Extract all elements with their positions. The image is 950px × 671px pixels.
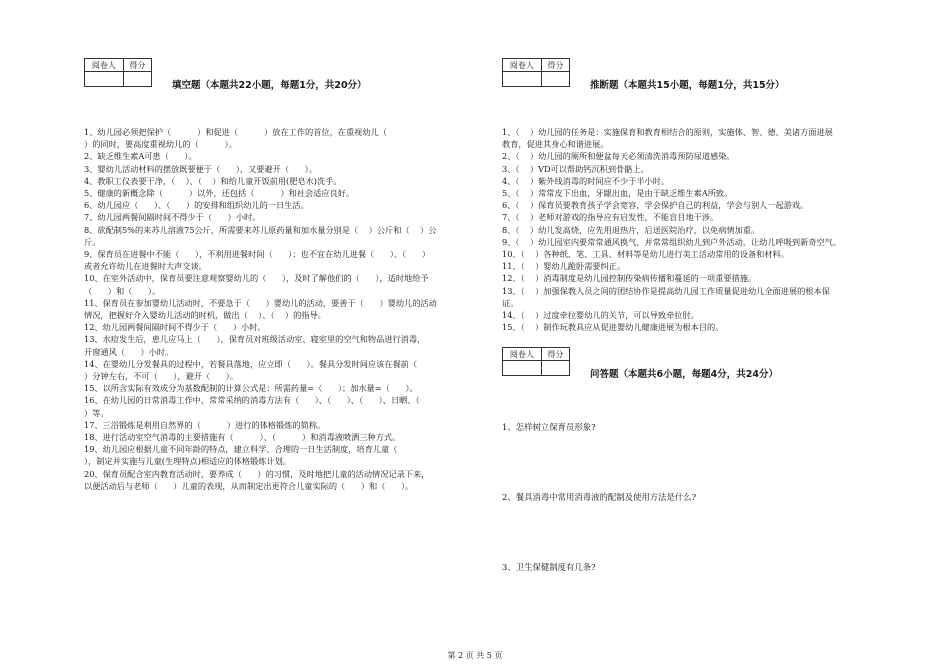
question-line: 13、（ ）加强保教人员之间的团结协作是提高幼儿园工作质量促进幼儿全面进展的根本保 bbox=[502, 285, 830, 296]
question-line: 12、（ ）消毒制度是幼儿园控制传染病传播和蔓延的一项重要措施。 bbox=[502, 273, 757, 284]
question-line: 斤。 bbox=[84, 236, 101, 247]
score-box-score-cell bbox=[541, 72, 569, 87]
score-box-grader-cell bbox=[503, 72, 542, 87]
question-line: 9、保育员在进餐中不能（ ），不利用进餐时间（ ）；也不宜在幼儿进餐（ ）、（ ） bbox=[84, 249, 431, 260]
fill-blank-section bbox=[84, 58, 484, 492]
score-box bbox=[502, 347, 570, 376]
question-line: 14、在婴幼儿分发餐具的过程中，若餐具落地，应立即（ ）。餐具分发时间应该在餐前（ bbox=[84, 358, 418, 369]
question-line: 1、（ ）幼儿园的任务是：实施保育和教育相结合的原则，实施体、智、德、美诸方面进展 bbox=[502, 127, 833, 137]
fill-blank-header bbox=[84, 58, 484, 92]
fill-blank-items bbox=[84, 126, 484, 492]
judgment-items bbox=[502, 126, 902, 333]
question-line: ），制定并实施与儿童(生理特点)相适应的体格锻炼计划。 bbox=[84, 456, 291, 467]
question-line: 10、在室外活动中，保育员要注意观察婴幼儿的（ ），及时了解他们的（ ），适时地给予 bbox=[84, 273, 429, 284]
score-box-grader-cell bbox=[85, 72, 124, 87]
score-box-grader-label: 阅卷人 bbox=[503, 59, 542, 72]
question-line: 10、（ ）各种纸、笔、工具、材料等是幼儿进行美工活动常用的设备和材料。 bbox=[502, 249, 789, 260]
question-line: 13、水痘发生后，患儿应马上（ ），保育员对班级活动室、寝室里的空气和物品进行消毒， bbox=[84, 334, 426, 345]
question-line: 或者允许幼儿在进餐时大声交谈。 bbox=[84, 261, 207, 272]
score-box-grader-cell bbox=[503, 361, 542, 376]
question-line: 4、（ ）紫外线消毒的时间应不少于半小时。 bbox=[502, 175, 670, 186]
question-line: 17、三浴锻炼是利用自然界的（ ）进行的体格锻炼的简称。 bbox=[84, 419, 326, 430]
question-line: 15、以所含实际有效成分为基数配制的计算公式是：所需药量=（ ）；加水量=（ ）。 bbox=[84, 383, 418, 394]
judgment-header bbox=[502, 58, 902, 92]
question-line: 18、进行活动室空气消毒的主要措施有（ ）、（ ）和消毒液喷洒三种方式。 bbox=[84, 432, 401, 443]
score-box bbox=[502, 58, 570, 87]
question-line: 16、在幼儿园的日常消毒工作中，常常采纳的消毒方法有（ ）、（ ）、（ ）、日晒、（ bbox=[84, 395, 420, 406]
judgment-title: 推断题（本题共15小题，每题1分，共15分） bbox=[590, 80, 785, 91]
question-line: 8、欲配制5%的来苏儿溶液75公斤，所需要来苏儿原药量和加水量分别是（ ）公斤和（ ）公 bbox=[84, 224, 437, 235]
qa-question: 1、怎样树立保育员形象? bbox=[502, 422, 596, 433]
question-line: 1、幼儿园必须把保护（ ）和促进（ ）放在工作的首位，在重视幼儿（ bbox=[84, 127, 387, 137]
qa-title: 问答题（本题共6小题，每题4分，共24分） bbox=[590, 369, 778, 381]
score-box-score-cell bbox=[541, 361, 569, 376]
qa-header bbox=[502, 347, 902, 381]
question-line: 6、幼儿园应（ ）、（ ）的安排和组织幼儿的一日生活。 bbox=[84, 200, 309, 211]
question-line: 12、幼儿园两餐间隔时间不得少于（ ）小时。 bbox=[84, 322, 266, 333]
question-line: 14、（ ）过度牵拉婴幼儿的关节，可以导致牵拉肘。 bbox=[502, 310, 699, 321]
question-line: 情况，把握好介入婴幼儿活动的时机，做出（ ）、（ ）的指导。 bbox=[84, 310, 326, 321]
score-box-score-cell bbox=[123, 72, 151, 87]
score-box-score-label: 得分 bbox=[123, 59, 151, 72]
qa-question: 2、餐具消毒中常用消毒液的配制及使用方法是什么? bbox=[502, 492, 697, 503]
score-box-score-label: 得分 bbox=[541, 348, 569, 361]
qa-question: 3、卫生保健制度有几条? bbox=[502, 562, 596, 573]
question-line: 9、（ ）幼儿园室内要常常通风换气，并常常组织幼儿到户外活动，让幼儿呼吸到新奇空气。 bbox=[502, 236, 842, 247]
question-line: 5、健康的新概念除（ ）以外，还包括（ ）和社会适应良好。 bbox=[84, 188, 355, 199]
question-line: 3、（ ）VD可以帮助钙沉积到骨骼上。 bbox=[502, 163, 649, 174]
qa-items bbox=[502, 421, 902, 573]
question-line: 教育，促进其身心和谐进展。 bbox=[502, 139, 609, 150]
question-line: ）等。 bbox=[84, 407, 109, 418]
score-box bbox=[84, 58, 152, 87]
page-number: 第 2 页 共 5 页 bbox=[447, 651, 503, 660]
score-box-grader-label: 阅卷人 bbox=[503, 348, 542, 361]
question-line: （ ）和（ ）。 bbox=[84, 285, 161, 296]
question-line: 7、（ ）老师对游戏的指导应有启发性，不能盲目地干涉。 bbox=[502, 212, 719, 223]
question-line: 证。 bbox=[502, 297, 519, 308]
score-box-score-label: 得分 bbox=[541, 59, 569, 72]
question-line: 11、保育员在参加婴幼儿活动时，不要急于（ ）婴幼儿的活动，要善于（ ）婴幼儿的活动 bbox=[84, 297, 437, 308]
question-line: 以便活动后与老师（ ）儿童的表现，从而制定出更符合儿童实际的（ ）和（ ）。 bbox=[84, 480, 414, 491]
question-line: 20、保育员配合室内教育活动时，要养成（ ）的习惯，及时地把儿童的活动情况记录下来， bbox=[84, 468, 430, 479]
question-line: 3、婴幼儿活动材料的摆放既要便于（ ），又要避开（ ）。 bbox=[84, 163, 317, 174]
question-line: 7、幼儿园两餐间隔时间不得少于（ ）小时。 bbox=[84, 212, 261, 223]
question-line: 6、（ ）保育员要教育孩子学会宽容，学会保护自己的利益，学会与别人一起游戏。 bbox=[502, 200, 809, 211]
question-line: 15、（ ）制作玩教具应从促进婴幼儿健康进展为根本目的。 bbox=[502, 322, 724, 333]
fill-blank-title: 填空题（本题共22小题，每题1分，共20分） bbox=[172, 80, 367, 91]
question-line: 开窗通风（ ）小时。 bbox=[84, 346, 174, 357]
question-line: 2、缺乏维生素A可患（ ）。 bbox=[84, 151, 197, 162]
question-line: 11、（ ）婴幼儿跪卧需要纠正。 bbox=[502, 261, 626, 272]
question-line: 8、（ ）幼儿发高烧，应先用退热片，后送医院治疗，以免病情加重。 bbox=[502, 224, 760, 235]
question-line: 19、幼儿园应根据儿童不同年龄的特点，建立科学、合理的一日生活制度，培育儿童（ bbox=[84, 444, 398, 455]
question-line: ）的同时，要高度重视幼儿的（ ）。 bbox=[84, 139, 237, 150]
question-line: 5、（ ）常常皮下出血，牙龈出血，是由于缺乏维生素A所致。 bbox=[502, 188, 733, 199]
question-line: 4、教职工仪表要干净，（ ）、（ ）和给儿童开饭前用(肥皂水)洗手。 bbox=[84, 175, 342, 186]
question-line: ）分钟左右，不可（ ），避开（ ）。 bbox=[84, 371, 239, 382]
judgment-section bbox=[502, 58, 902, 573]
score-box-grader-label: 阅卷人 bbox=[85, 59, 124, 72]
question-line: 2、（ ）幼儿园的厕所和便盆每天必须清洗消毒预防尿道感染。 bbox=[502, 151, 735, 162]
